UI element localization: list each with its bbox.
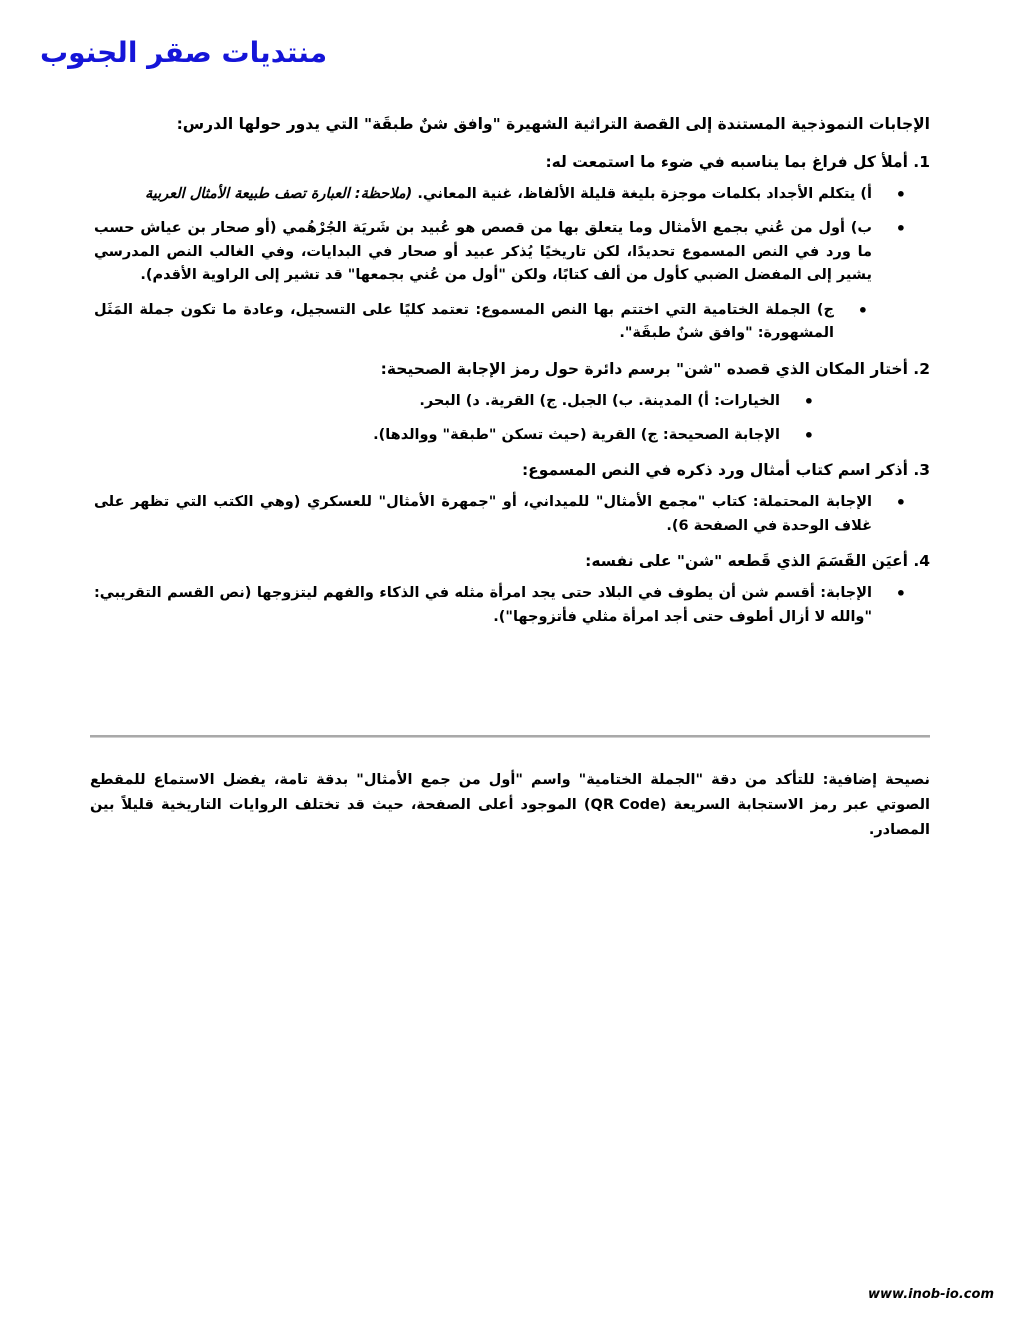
- answer-text-1c: ج) الجملة الختامية التي اختتم بها النص المسموع: تعتمد كليًا على التسجيل، وعادة ما تكون جملة المَثَل المشهورة: "وافق شنٌ طبقَة".: [94, 301, 834, 342]
- question-block-1: [90, 150, 930, 346]
- list-item: [90, 299, 930, 346]
- site-footer: [0, 1278, 1020, 1302]
- extra-tip-paragraph: [90, 768, 930, 843]
- section-divider: [90, 735, 930, 738]
- question-heading-1: 1. أملأ كل فراغ بما يناسبه في ضوء ما استمعت له:: [545, 153, 930, 172]
- list-item: [90, 424, 930, 447]
- list-item: [90, 183, 930, 206]
- question-block-4: [90, 549, 930, 629]
- answer-note-1a: (ملاحظة: العبارة تصف طبيعة الأمثال العربية: [145, 185, 413, 202]
- footer-website-url: www.inob-io.com: [868, 1287, 994, 1302]
- answer-text-1a: أ) يتكلم الأجداد بكلمات موجزة بليغة قليلة الألفاظ، غنية المعاني.: [412, 185, 872, 202]
- answer-text-3a: الإجابة المحتملة: كتاب "مجمع الأمثال" للميداني، أو "جمهرة الأمثال" للعسكري (وهي الكتب التي تظهر على غلاف الوحدة في الصفحة 6).: [94, 494, 872, 534]
- question-heading-3: 3. أذكر اسم كتاب أمثال ورد ذكره في النص المسموع:: [521, 461, 930, 480]
- site-header: [0, 36, 1020, 80]
- list-item: [90, 390, 930, 413]
- question-block-2: [90, 357, 930, 448]
- question-block-3: [90, 458, 930, 538]
- tip-text-part-1: للتأكد من دقة "الجملة الختامية" واسم "أول من جمع الأمثال" بدقة تامة، يفضل الاستماع للمقطع الصوتي عبر رمز الاستجابة السريعة (: [90, 772, 930, 813]
- answer-text-4a: الإجابة: أقسم شن أن يطوف في البلاد حتى يجد امرأة مثله في الذكاء والفهم ليتزوجها (نص القسم التقريبي: "والله لا أزال أطوف حتى أجد امرأة مثلي فأتزوجها").: [94, 585, 872, 625]
- answer-list-2: [90, 390, 930, 448]
- qr-code-label: QR Code: [590, 796, 660, 813]
- list-item: [90, 582, 930, 629]
- intro-paragraph: الإجابات النموذجية المستندة إلى القصة التراثية الشهيرة "وافق شنٌ طبقَة" التي يدور حولها الدرس:: [176, 115, 930, 133]
- tip-lead-label: نصيحة إضافية:: [822, 772, 930, 788]
- answer-list-1: [90, 183, 930, 346]
- answer-list-3: [90, 491, 930, 538]
- question-heading-4: 4. أعيَن القَسَمَ الذي قَطعه "شن" على نفسه:: [585, 552, 930, 571]
- list-item: [90, 491, 930, 538]
- answer-text-2b: الإجابة الصحيحة: ج) القرية (حيث تسكن "طبقة" ووالدها).: [373, 427, 780, 443]
- document-body: [90, 112, 930, 640]
- answer-text-2a: الخيارات: أ) المدينة. ب) الجبل. ج) القرية. د) البحر.: [419, 392, 780, 409]
- tip-text-part-2: ) الموجود أعلى الصفحة، حيث قد تختلف الروايات التاريخية قليلاً بين المصادر.: [90, 796, 930, 838]
- question-heading-2: 2. أختار المكان الذي قصده "شن" برسم دائرة حول رمز الإجابة الصحيحة:: [380, 359, 930, 378]
- site-title: منتديات صقر الجنوب: [40, 36, 328, 69]
- answer-text-1b: ب) أول من عُني بجمع الأمثال وما يتعلق بها من قصص هو عُبيد بن شَريَة الجُرْهُمي (أو صحار بن عياش حسب ما ورد في النص المسموع تحديدًا، لكن تاريخيًا يُذكر عبيد أو صحار في البدايات، وفي الغالب النص المدرسي يشير إلى المفضل الضبي كأول من ألف كتابًا، ولكن "أول من عُني بجمعها" قد تشير إلى الراوية الأقدم).: [94, 220, 872, 284]
- list-item: [90, 217, 930, 287]
- answer-list-4: [90, 582, 930, 629]
